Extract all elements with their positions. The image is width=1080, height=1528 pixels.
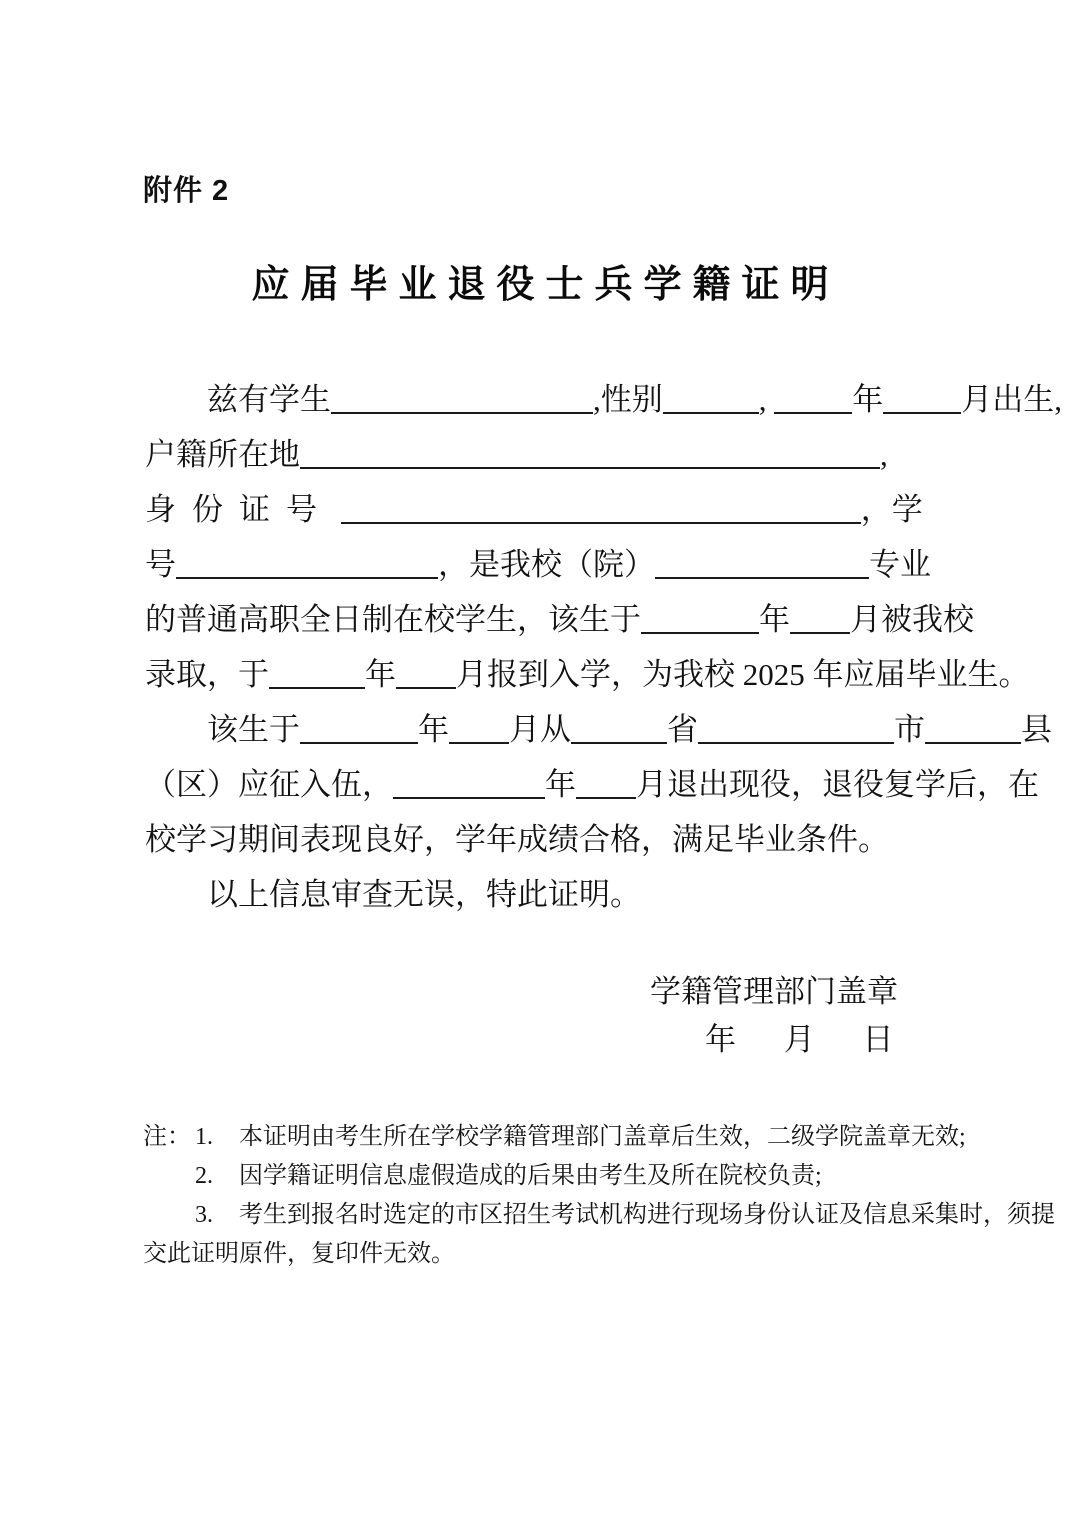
text-segment: 年应届毕业生。 — [812, 657, 1030, 692]
text-segment: 兹有学生 — [207, 382, 331, 417]
text-segment: 省 — [667, 712, 698, 747]
blank-province[interactable] — [571, 720, 667, 744]
body-line-4 — [145, 537, 941, 592]
note-item — [143, 1118, 966, 1157]
text-segment: 录取，于 — [145, 657, 269, 692]
text-segment: 年 — [365, 657, 396, 692]
blank-student-name[interactable] — [331, 390, 593, 414]
note-text: 本证明由考生所在学校学籍管理部门盖章后生效，二级学院盖章无效; — [239, 1124, 966, 1150]
text-segment: 校学习期间表现良好，学年成绩合格，满足毕业条件。 — [145, 822, 889, 857]
note-item — [143, 1196, 1055, 1235]
body-line-10 — [145, 867, 941, 922]
body-line-6 — [145, 647, 1030, 702]
body-line-9 — [145, 812, 941, 867]
text-segment: ,性别 — [593, 382, 663, 417]
blank-admit-year[interactable] — [641, 610, 759, 634]
text-segment: （区）应征入伍， — [145, 767, 393, 802]
signature-block — [0, 968, 1080, 1064]
graduation-year: 2025 — [742, 657, 805, 692]
blank-gender[interactable] — [663, 390, 759, 414]
text-segment: 该生于 — [207, 712, 300, 747]
body-line-2 — [145, 427, 941, 482]
text-segment: 年 — [545, 767, 576, 802]
blank-city[interactable] — [698, 720, 894, 744]
text-segment: 月出生, — [961, 382, 1062, 417]
attachment-label: 附件 2 — [143, 175, 230, 207]
note-index: 1. — [195, 1124, 213, 1150]
text-segment: 月报到入学，为我校 — [456, 657, 735, 692]
blank-household-location[interactable] — [300, 445, 880, 469]
blank-birth-year[interactable] — [774, 390, 852, 414]
text-segment: 号 — [145, 547, 176, 582]
note-text: 考生到报名时选定的市区招生考试机构进行现场身份认证及信息采集时，须提 — [239, 1202, 1055, 1228]
stamp-label: 学籍管理部门盖章 — [650, 974, 898, 1009]
text-segment: 月退出现役，退役复学后，在 — [636, 767, 1039, 802]
blank-id-number[interactable] — [341, 500, 861, 524]
note-item-continuation — [143, 1235, 953, 1274]
text-segment: 市 — [894, 712, 925, 747]
date-label: 年 月 日 — [705, 1022, 914, 1057]
text-segment: 身份证号 — [145, 492, 333, 527]
note-text: 因学籍证明信息虚假造成的后果由考生及所在院校负责; — [239, 1163, 822, 1189]
note-index: 3. — [195, 1202, 213, 1228]
text-segment: 县 — [1021, 712, 1052, 747]
note-item — [143, 1157, 953, 1196]
blank-report-month[interactable] — [396, 665, 456, 689]
notes-label: 注： — [143, 1124, 191, 1150]
note-text: 交此证明原件，复印件无效。 — [143, 1241, 455, 1267]
blank-report-year[interactable] — [269, 665, 365, 689]
notes-block — [143, 1118, 1055, 1274]
note-index: 2. — [195, 1163, 213, 1189]
blank-student-number[interactable] — [176, 555, 438, 579]
text-segment: 以上信息审查无误，特此证明。 — [207, 877, 641, 912]
text-segment: , — [880, 437, 888, 472]
text-segment: ，是我校（院） — [438, 547, 655, 582]
text-segment: , — [758, 382, 767, 417]
text-segment: 月被我校 — [850, 602, 974, 637]
body-line-5 — [145, 592, 974, 647]
text-segment: ，学 — [860, 492, 923, 527]
body-line-3 — [145, 482, 941, 537]
text-segment: 年 — [759, 602, 790, 637]
text-segment: 户籍所在地 — [145, 437, 300, 472]
blank-county[interactable] — [925, 720, 1021, 744]
blank-enlist-month[interactable] — [449, 720, 509, 744]
blank-admit-month[interactable] — [790, 610, 850, 634]
body-line-1 — [145, 372, 1062, 427]
page-title: 应届毕业退役士兵学籍证明 — [251, 264, 840, 306]
blank-birth-month[interactable] — [883, 390, 961, 414]
body-line-8 — [145, 757, 1039, 812]
certificate-body — [145, 372, 1062, 922]
text-segment: 专业 — [869, 547, 931, 582]
body-line-7 — [145, 702, 1052, 757]
text-segment: 月从 — [509, 712, 571, 747]
blank-enlist-year[interactable] — [300, 720, 418, 744]
text-segment: 的普通高职全日制在校学生，该生于 — [145, 602, 641, 637]
blank-discharge-year[interactable] — [393, 775, 545, 799]
text-segment: 年 — [852, 382, 884, 417]
text-segment: 年 — [418, 712, 449, 747]
blank-major[interactable] — [655, 555, 869, 579]
blank-discharge-month[interactable] — [576, 775, 636, 799]
